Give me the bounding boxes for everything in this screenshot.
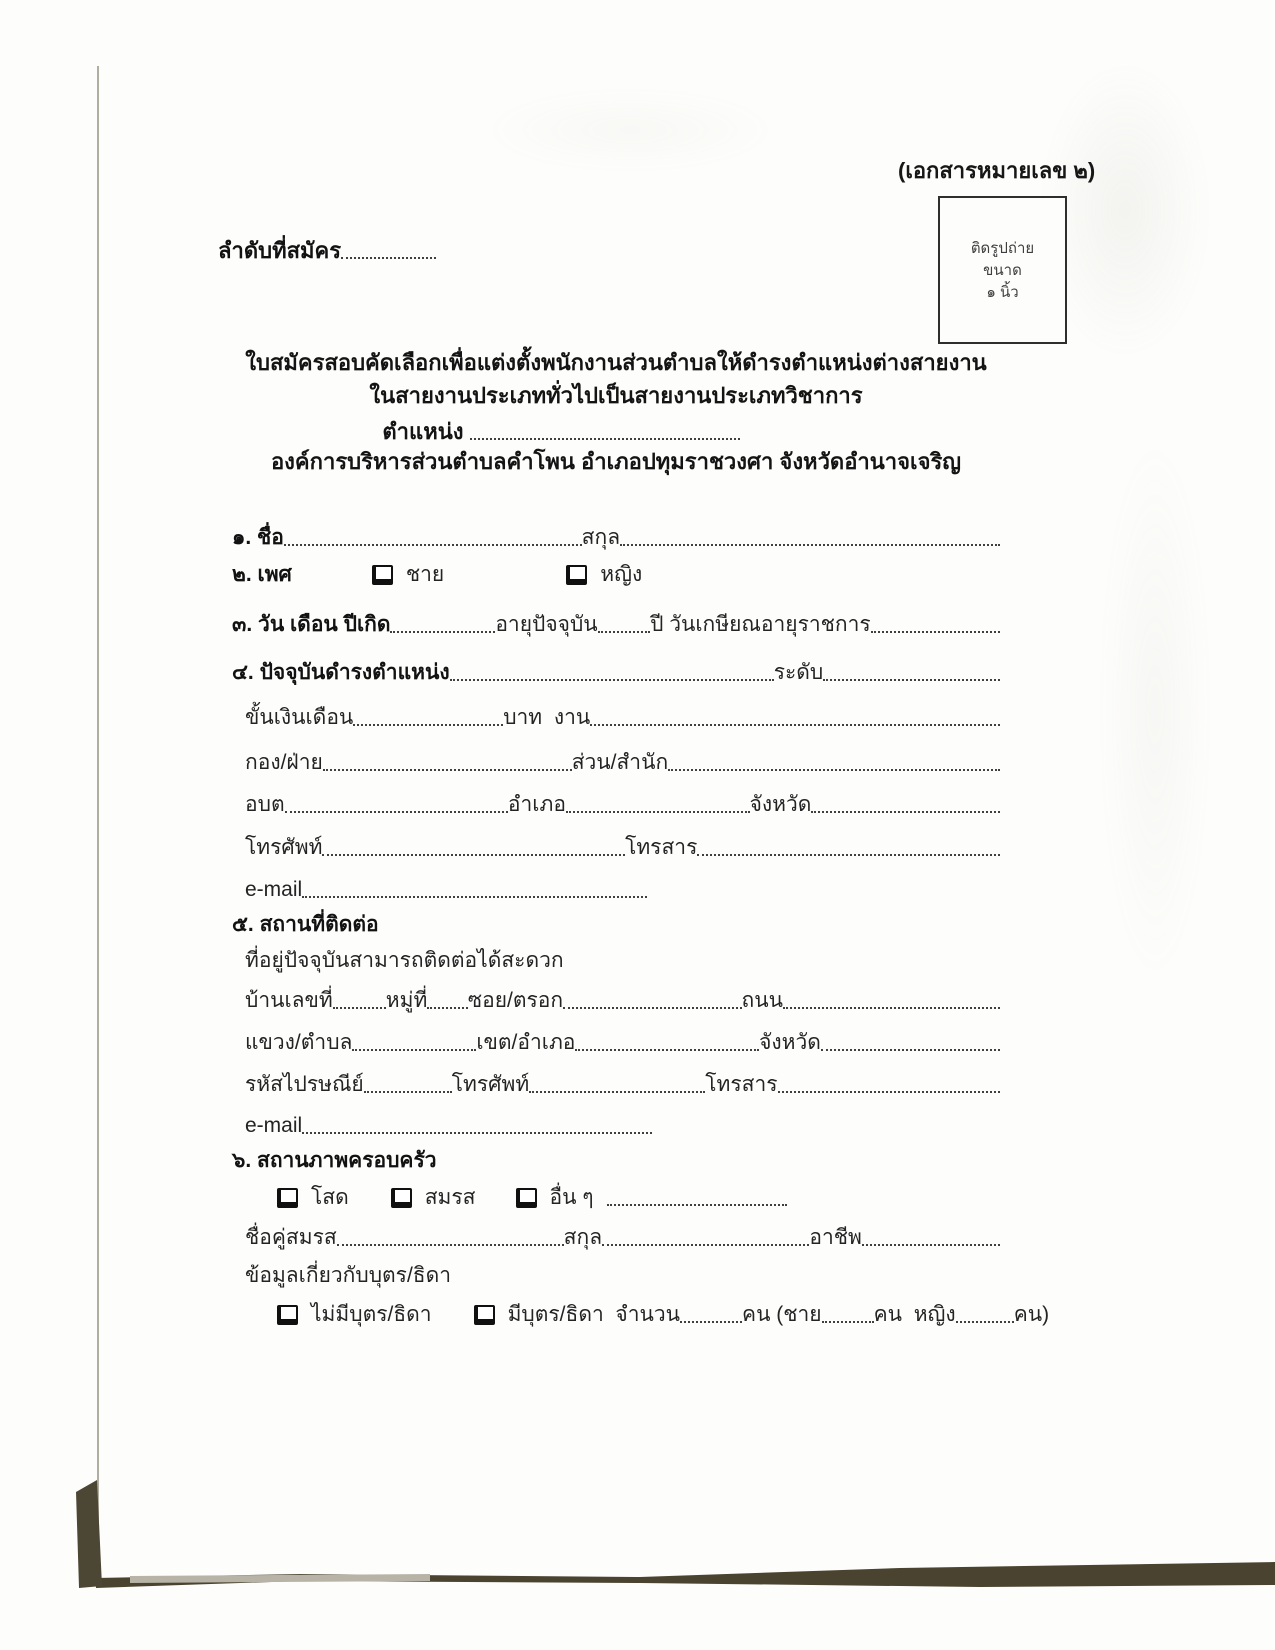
sons-count-field[interactable] — [822, 1321, 874, 1323]
retirement-date-field[interactable] — [871, 631, 1000, 633]
scan-bottom-edge — [0, 1440, 1275, 1650]
sao-field[interactable] — [285, 811, 508, 813]
postcode-field[interactable] — [364, 1091, 452, 1093]
name-field[interactable] — [284, 544, 582, 546]
division-label: กอง/ฝ่าย — [245, 750, 323, 774]
fax-label: โทรสาร — [625, 835, 698, 859]
form-title — [232, 346, 1000, 478]
sons-label: คน (ชาย — [742, 1302, 822, 1326]
single-checkbox[interactable] — [277, 1188, 298, 1208]
current-age-field[interactable] — [598, 631, 650, 633]
soi-label: ซอย/ตรอก — [467, 988, 564, 1012]
subdistrict-field[interactable] — [352, 1049, 476, 1051]
spouse-name-label: ชื่อคู่สมรส — [245, 1225, 337, 1249]
sex-row — [232, 552, 1000, 588]
contact-province-label: จังหวัด — [759, 1030, 821, 1054]
scan-smudge — [1100, 430, 1210, 990]
current-position-label: ๔. ปัจจุบันดำรงตำแหน่ง — [232, 660, 450, 684]
daughters-count-field[interactable] — [956, 1321, 1014, 1323]
sao-row — [232, 782, 1000, 818]
contact-email-field[interactable] — [302, 1132, 652, 1134]
applicant-number-row — [218, 228, 436, 264]
division-field[interactable] — [323, 769, 572, 771]
postcode-row — [232, 1062, 1000, 1098]
photo-box-text: ขนาด — [983, 261, 1022, 279]
children-header-row — [232, 1253, 1000, 1289]
phone-label: โทรศัพท์ — [245, 835, 323, 859]
no-children-checkbox[interactable] — [277, 1305, 298, 1325]
marital-status-row — [232, 1175, 1000, 1211]
contact-section-header-row — [232, 902, 1000, 938]
contact-phone-field[interactable] — [529, 1091, 705, 1093]
applicant-number-field[interactable] — [341, 257, 436, 259]
paper-edge-line — [97, 66, 99, 1580]
other-status-field[interactable] — [607, 1204, 787, 1206]
scan-smudge — [480, 90, 780, 170]
subdistrict-row — [232, 1020, 1000, 1056]
email-label: e-mail — [245, 877, 303, 901]
contact-fax-label: โทรสาร — [705, 1072, 778, 1096]
persons-close-label: คน) — [1013, 1302, 1050, 1326]
level-field[interactable] — [823, 679, 1000, 681]
name-row — [232, 515, 1000, 551]
family-section-header-row — [232, 1138, 1000, 1174]
daughters-label: คน หญิง — [873, 1302, 956, 1326]
current-position-row — [232, 650, 1000, 686]
contact-fax-field[interactable] — [778, 1091, 1000, 1093]
title-line-1: ใบสมัครสอบคัดเลือกเพื่อแต่งตั้งพนักงานส่วนตำบลให้ดำรงตำแหน่งต่างสายงาน — [245, 350, 987, 375]
spouse-name-field[interactable] — [337, 1244, 564, 1246]
children-header: ข้อมูลเกี่ยวกับบุตร/ธิดา — [245, 1263, 452, 1287]
salary-label: ขั้นเงินเดือน — [245, 705, 354, 729]
spouse-row — [232, 1215, 1000, 1251]
male-checkbox[interactable] — [372, 565, 393, 585]
position-title-field[interactable] — [470, 438, 740, 440]
surname-label: สกุล — [581, 525, 621, 549]
moo-field[interactable] — [427, 1007, 468, 1009]
birthdate-row — [232, 602, 1000, 638]
current-position-field[interactable] — [450, 679, 774, 681]
retirement-label: ปี วันเกษียณอายุราชการ — [650, 612, 871, 636]
single-label: โสด — [311, 1185, 349, 1209]
province-field[interactable] — [811, 811, 1000, 813]
no-children-label: ไม่มีบุตร/ธิดา — [311, 1302, 432, 1326]
contact-province-field[interactable] — [821, 1049, 1000, 1051]
married-label: สมรส — [424, 1185, 476, 1209]
surname-field[interactable] — [620, 544, 1000, 546]
female-label: หญิง — [600, 562, 643, 586]
spouse-surname-field[interactable] — [602, 1244, 809, 1246]
phone-field[interactable] — [322, 854, 625, 856]
moo-label: หมู่ที่ — [385, 988, 428, 1012]
district-field[interactable] — [575, 1049, 759, 1051]
province-label: จังหวัด — [749, 792, 812, 816]
email-field[interactable] — [302, 896, 647, 898]
contact-note-row — [232, 938, 1000, 974]
applicant-number-label: ลำดับที่สมัคร — [218, 237, 342, 263]
photo-box-text: ๑ นิ้ว — [986, 283, 1019, 301]
house-no-label: บ้านเลขที่ — [245, 988, 333, 1012]
title-position-line — [177, 412, 945, 445]
salary-row — [232, 695, 1000, 731]
married-checkbox[interactable] — [391, 1188, 412, 1208]
birthdate-field[interactable] — [390, 631, 495, 633]
spouse-surname-label: สกุล — [563, 1225, 603, 1249]
district-label: เขต/อำเภอ — [476, 1030, 576, 1054]
birthdate-label: ๓. วัน เดือน ปีเกิด — [232, 612, 391, 636]
male-label: ชาย — [405, 562, 445, 586]
family-section-header: ๖. สถานภาพครอบครัว — [232, 1148, 437, 1172]
other-status-label: อื่น ๆ — [549, 1185, 600, 1209]
contact-note: ที่อยู่ปัจจุบันสามารถติดต่อได้สะดวก — [245, 948, 564, 972]
subdistrict-label: แขวง/ตำบล — [245, 1030, 353, 1054]
name-label: ๑. ชื่อ — [232, 525, 284, 549]
sex-label: ๒. เพศ — [232, 562, 292, 586]
has-children-label: มีบุตร/ธิดา จำนวน — [507, 1302, 681, 1326]
house-no-field[interactable] — [333, 1007, 386, 1009]
contact-section-header: ๕. สถานที่ติดต่อ — [232, 912, 379, 936]
contact-email-row — [232, 1103, 1000, 1139]
children-count-field[interactable] — [680, 1321, 742, 1323]
soi-field[interactable] — [563, 1007, 741, 1009]
office-field[interactable] — [668, 769, 1000, 771]
photo-box — [938, 196, 1067, 344]
road-field[interactable] — [783, 1007, 1000, 1009]
contact-email-label: e-mail — [245, 1113, 303, 1137]
photo-box-text: ติดรูปถ่าย — [970, 239, 1035, 257]
document-number-note: (เอกสารหมายเลข ๒) — [898, 158, 1096, 183]
office-label: ส่วน/สำนัก — [571, 750, 669, 774]
salary-field[interactable] — [353, 724, 503, 726]
female-checkbox[interactable] — [566, 565, 587, 585]
road-label: ถนน — [741, 988, 783, 1012]
position-label: ตำแหน่ง — [382, 418, 470, 444]
address-row — [232, 978, 1000, 1014]
baht-job-label: บาท งาน — [503, 705, 591, 729]
title-line-2: ในสายงานประเภททั่วไปเป็นสายงานประเภทวิชาการ — [369, 383, 863, 408]
phone-row — [232, 825, 1000, 861]
has-children-checkbox[interactable] — [474, 1305, 495, 1325]
sao-label: อบต — [245, 792, 285, 816]
division-row — [232, 740, 1000, 776]
current-age-label: อายุปัจจุบัน — [495, 612, 598, 636]
children-row — [232, 1292, 1094, 1328]
contact-phone-label: โทรศัพท์ — [451, 1072, 530, 1096]
postcode-label: รหัสไปรษณีย์ — [245, 1072, 364, 1096]
amphoe-field[interactable] — [566, 811, 750, 813]
occupation-field[interactable] — [862, 1244, 1000, 1246]
title-organization: องค์การบริหารส่วนตำบลคำโพน อำเภอปทุมราชวงศา จังหวัดอำนาจเจริญ — [270, 449, 962, 474]
amphoe-label: อำเภอ — [507, 792, 566, 816]
job-field[interactable] — [590, 724, 1000, 726]
level-label: ระดับ — [773, 660, 824, 684]
other-status-checkbox[interactable] — [516, 1188, 537, 1208]
email-row — [232, 867, 1000, 903]
fax-field[interactable] — [697, 854, 1000, 856]
occupation-label: อาชีพ — [809, 1225, 862, 1249]
